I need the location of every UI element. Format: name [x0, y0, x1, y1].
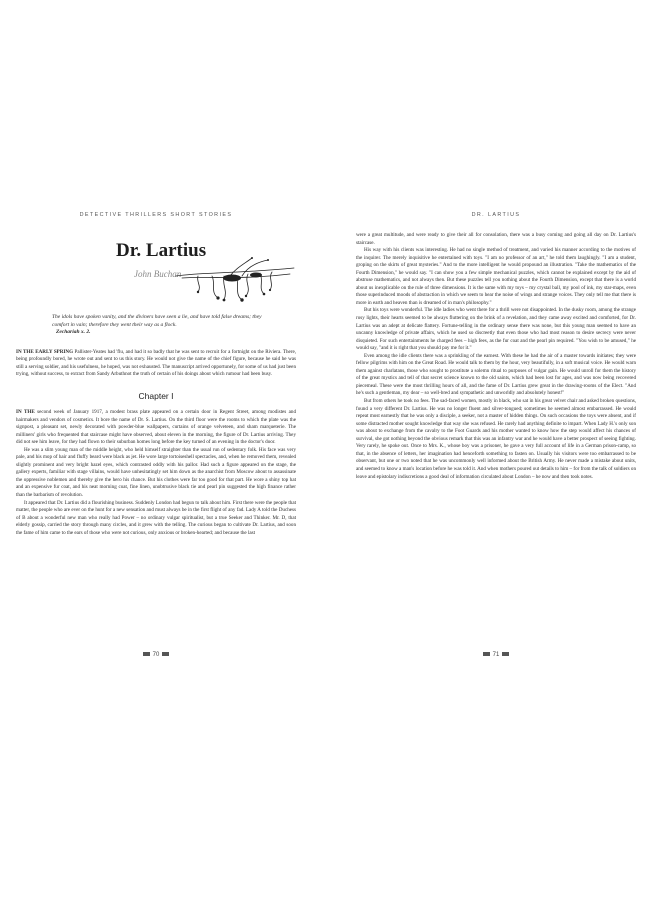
chapter-paragraph-3: It appeared that Dr. Lartius did a flourishing business. Suddenly London had begun to talk about him. First there were the people that matter, the people who are ever on the hunt for a new sensation and must always be in the first flight of any fad. Lady A told the Duchess of B about a wonderful new man who really had Power – no ordinary vulgar spiritualist, but a true Seeker and Thinker. Mr. D, that elderly gossip, carried the story through many circles, and it grew with the telling. The curious began to cultivate Dr. Lartius, and soon the fame of him came to the ears of those who were not curious, only anxious or broken-hearted; and because the last	[16, 499, 296, 536]
page-number-right	[356, 652, 636, 658]
story-author: John Buchan	[134, 269, 182, 279]
chapter-paragraph-1-text: second week of January 1917, a modest brass plate appeared on a certain door in Regent Street, among modistes and hairmakers and vendors of cosmetics. It bore the name of Dr. S. Lartius. On the third floor were the rooms to which the plate was the signpost, a pleasant set, newly decorated with powder-blue wallpapers, curtains of orange velveteen, and sham marqueterie. The milliners' girls who frequented that staircase might have observed, about eleven in the morning, the figure of Dr. Lartius arriving. They did not see him leave, for they had flown to their suburban homes long before the key turned of an evening in the doctor's door.	[16, 408, 296, 446]
intro-paragraph	[16, 349, 296, 379]
intro-text: Pallister-Yeates had 'flu, and had it so badly that he was sent to recruit for a fortnight on the Riviera. There, being profoundly bored, he wrote out and sent to us this story. He would not give the name of the chief figure, because he said he was still a serving soldier, and his usefulness, he hoped, was not exhausted. The manuscript arrived opportunely, for some of us had just been trying, without success, to extract from Sandy Arbuthnot the truth of certain of his doings about which rumour had been busy.	[16, 348, 296, 378]
running-header-right: DR. LARTIUS	[471, 212, 521, 218]
right-paragraph-5: But from others he took no fees. The sad-faced women, mostly in black, who sat in his great velvet chair and asked broken questions, found a very different Dr. Lartius. He was no longer fluent and silver-tongued; sometimes he seemed almost embarrassed. He would repeat most earnestly that he was only a disciple, a seeker, not a master of hidden things. On such occasions the toys were absent, and if some distracted mother sought knowledge that way she was refused. He rarely had anything definite to impart. When Lady H.'s only son was about to exchange from the cavalry to the Foot Guards and his mother wanted to know how the step would affect his chances of survival, she got nothing beyond the obvious remark that this was an infantry war and he would have a better prospect of seeing fighting. Very rarely, he spoke out. Once to Mrs. K., whose boy was a prisoner, he gave a very full account of life in a German prison-camp, so that, in the absence of letters, her imagination had henceforth something to fasten on. Usually his visitors were too embarrassed to be observant, but one or two noted that he was uncommonly well informed about the British Army. He never made a mistake about units, and seemed to know a man's location before he was told it. And when mothers poured out details to him – for from the talk of soldiers on leave and epistolary indiscretions a good deal of information circulated about London – he now and then took notes.	[356, 398, 636, 480]
chapter-paragraph-1	[16, 409, 296, 447]
decorative-flourish-icon	[172, 254, 298, 304]
running-header-left: DETECTIVE THRILLERS SHORT STORIES	[79, 212, 233, 218]
right-paragraph-1: were a great multitude, and were ready to give their all for consolation, there was a busy coming and going all day on Dr. Lartius's staircase.	[356, 232, 636, 246]
folio-ornament-icon	[162, 652, 169, 656]
story-title: Dr. Lartius	[116, 240, 207, 261]
chapter-paragraph-2: He was a slim young man of the middle height, who held himself straighter than the usual run of sedentary folk. His face was very pale, and his mop of hair and fluffy beard were black as jet. He wore large tortoiseshell spectacles, and, when he removed them, revealed slightly prominent and very bright hazel eyes, which contrasted oddly with his pallor. Had such a figure appeared on the stage, the gallery experts, familiar with stage villains, would have unhesitatingly set him down as the anarchist from Moscow about to assassinate the oppressive noblemen and thereby give the hero his chance. But his clothes were far too good for that part. He wore a shiny top hat and an expensive fur coat, and his neat morning coat, fine linen, unobtrusive black tie and pearl pin suggested the high finance rather than the barbarism of revolution.	[16, 446, 296, 498]
right-paragraph-2: His way with his clients was interesting. He had no single method of treatment, and varied his manner according to the motives of the inquirer. The merely inquisitive he entertained with toys. "I am no professor of an art," he told them laughingly. "I am a student, groping on the skirts of great mysteries." And to the more intelligent he would propound an illustration. "Take the mathematics of the Fourth Dimension," he would say. "I can show you a few simple mechanical puzzles, which cannot be explained except by the aid of abstruse mathematics, and not always then. But these puzzles tell you nothing about the Fourth Dimension, except that there is a world about us inexplicable on the rule of three dimensions. It is the same with my toys – my crystal ball, my pool of ink, my star-maps, even those superinduced moods of abstraction in which we seem to hear the noise of wings and strange voices. They only tell me that there is more in earth and heaven than is dreamed of in man's philosophy."	[356, 247, 636, 306]
right-page	[356, 212, 636, 481]
epigraph	[52, 314, 272, 337]
title-block	[16, 232, 296, 308]
page-number-right-text: 71	[492, 652, 500, 658]
page-number-left	[16, 652, 296, 658]
folio-ornament-icon	[143, 652, 150, 656]
right-paragraph-3: But his toys were wonderful. The idle ladies who went there for a thrill were not disappointed. In the dusky room, among the strange rosy lights, their hearts seemed to be always fluttering on the brink of a revelation, and they came away excited and comforted, for Dr. Lartius was an adept at delicate flattery. Fortune-telling in the ordinary sense there was none, but this young man seemed to have an uncanny knowledge of private affairs, which he used so discreetly that even those who had most reason to desire secrecy were never disquieted. For such entertainments he charged fees – high fees, as the fur coat and the pearl pin required. "You wish to be amused," he would say, "and it is right that you should pay me for it."	[356, 307, 636, 352]
chapter-lead: IN THE	[16, 408, 35, 415]
epigraph-source: Zechariah x. 2.	[56, 329, 91, 336]
right-paragraph-4: Even among the idle clients there was a sprinkling of the earnest. With these he had the air of a master towards initiates; they were fellow pilgrims with him on the Great Road. He would talk to them by the hour, very beautifully, in a soft musical voice. He would warn them against charlatans, those who sought to prostitute a solemn ritual to purposes of vulgar gain. He would unroll for them the history of the great mystics and tell of that secret science known to the old saints, which had been lost for ages, and was now being recovered piecemeal. These were the most thrilling hours of all, and the fame of Dr. Lartius grew great in the drawing-rooms of the Elect. "And he's such a gentleman, my dear – so well-bred and sympathetic and unworldly and absolutely honest!"	[356, 352, 636, 397]
chapter-heading: Chapter I	[138, 390, 174, 401]
folio-ornament-icon	[502, 652, 509, 656]
folio-ornament-icon	[483, 652, 490, 656]
page-number-left-text: 70	[152, 652, 160, 658]
intro-lead: IN THE EARLY SPRING	[16, 348, 74, 355]
epigraph-text: The idols have spoken vanity, and the diviners have seen a lie, and have told false dreams; they comfort in vain; therefore they went their way as a flock.	[52, 314, 262, 328]
left-page	[16, 212, 296, 537]
